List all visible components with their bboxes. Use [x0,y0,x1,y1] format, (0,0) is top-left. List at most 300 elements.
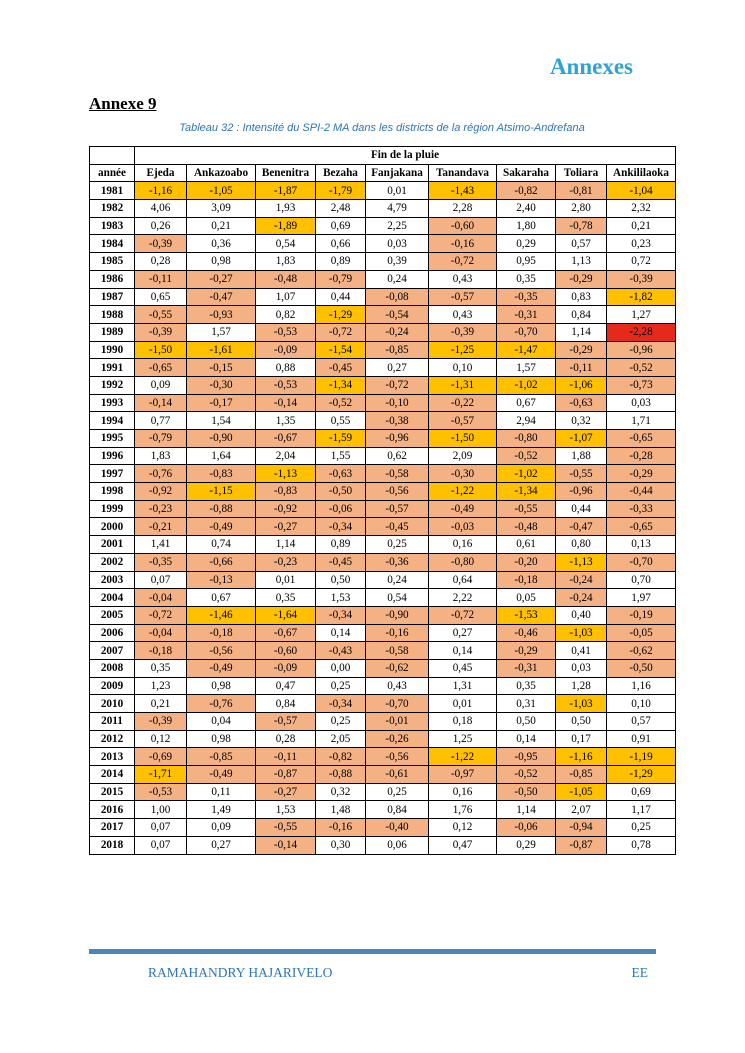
spi-value-cell: 0,43 [429,270,497,288]
spi-value-cell: 1,27 [607,306,676,324]
spi-value-cell: 0,28 [256,730,316,748]
spi-value-cell: -1,50 [429,430,497,448]
spi-value-cell: -0,34 [316,695,366,713]
spi-value-cell: -1,05 [556,783,607,801]
spi-value-cell: -0,39 [429,323,497,341]
spi-value-cell: -0,65 [135,359,187,377]
spi-value-cell: 0,16 [429,536,497,554]
spi-value-cell: -0,62 [607,642,676,660]
table-row [90,253,676,271]
spi-value-cell: -0,85 [187,748,256,766]
year-cell: 2013 [90,748,135,766]
spi-value-cell: 0,13 [607,536,676,554]
year-cell: 1988 [90,306,135,324]
table-body [90,182,676,854]
spi-value-cell: -0,23 [135,500,187,518]
spi-value-cell: -0,69 [135,748,187,766]
spi-value-cell: -1,15 [187,483,256,501]
spi-value-cell: 0,88 [256,359,316,377]
table-row [90,447,676,465]
spi-value-cell: 1,14 [556,323,607,341]
spi-value-cell: -0,57 [256,713,316,731]
spi-value-cell: -0,27 [187,270,256,288]
spi-value-cell: 0,03 [607,394,676,412]
table-group-header: Fin de la pluie [135,147,676,165]
table-row [90,748,676,766]
spi-value-cell: 1,83 [135,447,187,465]
year-cell: 1986 [90,270,135,288]
spi-value-cell: -1,79 [316,182,366,200]
spi-value-cell: 0,98 [187,253,256,271]
spi-value-cell: 0,31 [497,695,556,713]
year-cell: 2004 [90,589,135,607]
spi-value-cell: -1,89 [256,217,316,235]
table-row [90,713,676,731]
spi-value-cell: -0,29 [607,465,676,483]
table-row [90,394,676,412]
year-cell: 1981 [90,182,135,200]
spi-value-cell: -0,92 [135,483,187,501]
spi-value-cell: 0,07 [135,836,187,854]
spi-value-cell: -0,40 [366,819,429,837]
spi-value-cell: 0,69 [607,783,676,801]
spi-value-cell: 0,03 [556,659,607,677]
spi-value-cell: -0,85 [556,766,607,784]
spi-value-cell: -0,34 [316,606,366,624]
spi-value-cell: 1,14 [256,536,316,554]
year-cell: 2002 [90,553,135,571]
spi-value-cell: -0,72 [429,606,497,624]
spi-value-cell: -0,62 [366,659,429,677]
spi-value-cell: 0,77 [135,412,187,430]
spi-value-cell: -0,49 [429,500,497,518]
spi-value-cell: 0,21 [607,217,676,235]
spi-value-cell: 0,80 [556,536,607,554]
spi-value-cell: -0,39 [135,713,187,731]
table-row [90,589,676,607]
section-header-title: Annexes [549,54,633,79]
spi-value-cell: 1,88 [556,447,607,465]
spi-value-cell: 1,57 [497,359,556,377]
year-cell: 1994 [90,412,135,430]
table-row [90,571,676,589]
spi-value-cell: -0,47 [556,518,607,536]
spi-value-cell: -0,94 [556,819,607,837]
spi-value-cell: 1,07 [256,288,316,306]
spi-value-cell: -0,13 [187,571,256,589]
spi-value-cell: -0,95 [497,748,556,766]
year-cell: 1995 [90,430,135,448]
spi-value-cell: 0,47 [256,677,316,695]
table-row [90,341,676,359]
spi-value-cell: -0,49 [187,659,256,677]
spi-value-cell: -0,39 [135,323,187,341]
year-cell: 1982 [90,200,135,218]
spi-value-cell: -0,55 [556,465,607,483]
spi-value-cell: -0,10 [366,394,429,412]
spi-value-cell: -0,21 [135,518,187,536]
column-header: Tanandava [429,164,497,182]
table-row [90,695,676,713]
table-row [90,819,676,837]
year-cell: 2011 [90,713,135,731]
spi-value-cell: 0,50 [316,571,366,589]
spi-value-cell: 0,35 [497,270,556,288]
spi-value-cell: 0,84 [256,695,316,713]
year-cell: 1998 [90,483,135,501]
spi-value-cell: -0,60 [256,642,316,660]
spi-value-cell: -0,76 [135,465,187,483]
spi-value-cell: -0,43 [316,642,366,660]
table-row [90,288,676,306]
year-cell: 2007 [90,642,135,660]
table-row [90,766,676,784]
spi-value-cell: 2,09 [429,447,497,465]
spi-value-cell: -0,58 [366,465,429,483]
spi-value-cell: -0,46 [497,624,556,642]
year-cell: 1987 [90,288,135,306]
year-cell: 1992 [90,376,135,394]
year-cell: 1990 [90,341,135,359]
spi-value-cell: 0,04 [187,713,256,731]
spi-value-cell: -0,03 [429,518,497,536]
spi-value-cell: 0,35 [256,589,316,607]
spi-value-cell: -0,16 [366,624,429,642]
spi-value-cell: -0,63 [556,394,607,412]
spi-value-cell: -0,96 [607,341,676,359]
spi-value-cell: 0,43 [366,677,429,695]
spi-value-cell: -1,06 [556,376,607,394]
spi-value-cell: 0,78 [607,836,676,854]
spi-value-cell: 0,10 [607,695,676,713]
spi-value-cell: -1,04 [607,182,676,200]
spi-value-cell: 0,21 [187,217,256,235]
spi-value-cell: -0,49 [187,766,256,784]
spi-value-cell: -0,35 [497,288,556,306]
table-row [90,606,676,624]
year-cell: 2010 [90,695,135,713]
spi-value-cell: 0,44 [316,288,366,306]
spi-value-cell: -0,87 [256,766,316,784]
spi-value-cell: 0,83 [556,288,607,306]
column-header: Toliara [556,164,607,182]
spi-value-cell: 0,69 [316,217,366,235]
spi-value-cell: 0,62 [366,447,429,465]
table-row [90,376,676,394]
spi-value-cell: 2,04 [256,447,316,465]
spi-value-cell: -0,72 [429,253,497,271]
spi-value-cell: 0,65 [135,288,187,306]
spi-value-cell: -0,70 [366,695,429,713]
spi-value-cell: -0,35 [135,553,187,571]
table-row [90,430,676,448]
spi-value-cell: -1,87 [256,182,316,200]
spi-value-cell: -0,67 [256,430,316,448]
spi-value-cell: -0,48 [256,270,316,288]
spi-value-cell: 0,14 [429,642,497,660]
spi-value-cell: -0,65 [607,518,676,536]
spi-value-cell: -0,38 [366,412,429,430]
spi-value-cell: -1,34 [316,376,366,394]
spi-value-cell: -0,52 [316,394,366,412]
spi-value-cell: -0,57 [429,412,497,430]
spi-value-cell: 1,80 [497,217,556,235]
spi-value-cell: -0,53 [256,323,316,341]
spi-value-cell: 2,40 [497,200,556,218]
spi-value-cell: 0,95 [497,253,556,271]
spi-value-cell: -0,57 [429,288,497,306]
spi-value-cell: 0,25 [607,819,676,837]
table-row [90,270,676,288]
spi-value-cell: 0,72 [607,253,676,271]
spi-value-cell: 0,10 [429,359,497,377]
year-cell: 2012 [90,730,135,748]
spi-value-cell: -0,50 [497,783,556,801]
spi-value-cell: 0,89 [316,253,366,271]
spi-value-cell: -0,24 [366,323,429,341]
spi-value-cell: 0,25 [316,713,366,731]
spi-value-cell: -0,23 [256,553,316,571]
table-row [90,500,676,518]
spi-value-cell: -0,17 [187,394,256,412]
spi-value-cell: -0,52 [497,447,556,465]
year-cell: 1989 [90,323,135,341]
spi-value-cell: -0,48 [497,518,556,536]
spi-value-cell: -0,93 [187,306,256,324]
spi-value-cell: -0,54 [366,306,429,324]
year-cell: 2008 [90,659,135,677]
spi-value-cell: 0,29 [497,235,556,253]
spi-value-cell: 0,09 [135,376,187,394]
spi-value-cell: 0,35 [497,677,556,695]
year-cell: 1999 [90,500,135,518]
table-row [90,730,676,748]
spi-value-cell: 0,70 [607,571,676,589]
spi-value-cell: -0,55 [135,306,187,324]
spi-value-cell: -0,45 [316,553,366,571]
spi-value-cell: 0,25 [366,783,429,801]
spi-value-cell: 1,41 [135,536,187,554]
spi-value-cell: 0,14 [497,730,556,748]
spi-value-cell: -1,54 [316,341,366,359]
spi-value-cell: -0,73 [607,376,676,394]
footer-author: RAMAHANDRY HAJARIVELO [148,965,333,980]
spi-value-cell: 0,30 [316,836,366,854]
spi-value-cell: -0,39 [607,270,676,288]
table-row [90,182,676,200]
spi-value-cell: 1,28 [556,677,607,695]
spi-value-cell: -0,79 [316,270,366,288]
spi-value-cell: 3,09 [187,200,256,218]
spi-value-cell: -0,27 [256,783,316,801]
spi-value-cell: -0,33 [607,500,676,518]
spi-value-cell: 0,01 [429,695,497,713]
spi-value-cell: -1,25 [429,341,497,359]
spi-value-cell: -1,03 [556,624,607,642]
spi-value-cell: 0,14 [316,624,366,642]
column-header: Ankazoabo [187,164,256,182]
spi-value-cell: -0,11 [135,270,187,288]
spi-value-cell: -0,60 [429,217,497,235]
spi-value-cell: 2,80 [556,200,607,218]
spi-value-cell: -1,16 [135,182,187,200]
column-header: Ejeda [135,164,187,182]
spi-value-cell: -1,02 [497,376,556,394]
spi-value-cell: 0,40 [556,606,607,624]
spi-value-cell: -0,52 [607,359,676,377]
table-row [90,836,676,854]
year-cell: 1993 [90,394,135,412]
spi-value-cell: -0,72 [366,376,429,394]
spi-value-cell: 0,98 [187,730,256,748]
spi-value-cell: 0,64 [429,571,497,589]
spi-value-cell: 0,05 [497,589,556,607]
spi-value-cell: 0,41 [556,642,607,660]
spi-value-cell: 0,03 [366,235,429,253]
spi-value-cell: 0,06 [366,836,429,854]
spi-value-cell: -0,50 [607,659,676,677]
spi-value-cell: -0,14 [256,836,316,854]
spi-value-cell: 0,39 [366,253,429,271]
spi-value-cell: 0,45 [429,659,497,677]
spi-value-cell: -0,56 [187,642,256,660]
table-row [90,306,676,324]
spi-value-cell: 0,12 [429,819,497,837]
year-cell: 2001 [90,536,135,554]
table-row [90,217,676,235]
spi-value-cell: -1,71 [135,766,187,784]
spi-value-cell: -0,56 [366,483,429,501]
spi-value-cell: -0,09 [256,341,316,359]
spi-value-cell: -0,09 [256,659,316,677]
spi-value-cell: -0,05 [607,624,676,642]
spi-value-cell: -0,16 [316,819,366,837]
year-cell: 2000 [90,518,135,536]
table-row [90,465,676,483]
table-row [90,536,676,554]
spi-value-cell: -0,88 [316,766,366,784]
column-header: Bezaha [316,164,366,182]
spi-value-cell: 1,16 [607,677,676,695]
spi-value-cell: -1,02 [497,465,556,483]
spi-value-cell: -0,11 [556,359,607,377]
spi-value-cell: -0,31 [497,306,556,324]
table-row [90,412,676,430]
spi-value-cell: -1,05 [187,182,256,200]
spi-value-cell: -0,18 [497,571,556,589]
spi-value-cell: -0,22 [429,394,497,412]
footer-right-label: EE [631,965,648,980]
spi-value-cell: 0,43 [429,306,497,324]
spi-value-cell: -0,82 [316,748,366,766]
spi-value-cell: -1,31 [429,376,497,394]
spi-value-cell: -0,52 [497,766,556,784]
spi-value-cell: 0,28 [135,253,187,271]
spi-value-cell: -0,83 [256,483,316,501]
spi-value-cell: -0,63 [316,465,366,483]
spi-value-cell: -0,36 [366,553,429,571]
year-cell: 1991 [90,359,135,377]
spi-value-cell: -1,82 [607,288,676,306]
spi-value-cell: 0,27 [429,624,497,642]
spi-value-cell: -0,06 [497,819,556,837]
spi-value-cell: -0,80 [429,553,497,571]
spi-value-cell: 1,35 [256,412,316,430]
spi-value-cell: 0,01 [256,571,316,589]
spi-value-cell: 0,26 [135,217,187,235]
spi-value-cell: 0,32 [556,412,607,430]
spi-value-cell: 0,29 [497,836,556,854]
table-row [90,783,676,801]
spi-value-cell: 0,66 [316,235,366,253]
year-cell: 1985 [90,253,135,271]
spi-value-cell: -0,20 [497,553,556,571]
spi-value-cell: -1,19 [607,748,676,766]
year-cell: 2006 [90,624,135,642]
footer-divider [89,949,656,954]
spi-value-cell: 0,35 [135,659,187,677]
spi-value-cell: -0,82 [497,182,556,200]
spi-value-cell: -0,53 [256,376,316,394]
spi-value-cell: -0,28 [607,447,676,465]
spi-value-cell: -0,11 [256,748,316,766]
spi-value-cell: 0,27 [366,359,429,377]
spi-value-cell: 0,57 [556,235,607,253]
spi-value-cell: -0,90 [187,430,256,448]
spi-value-cell: 0,55 [316,412,366,430]
spi-value-cell: -1,61 [187,341,256,359]
spi-value-cell: -1,47 [497,341,556,359]
spi-value-cell: -1,64 [256,606,316,624]
spi-value-cell: -0,97 [429,766,497,784]
spi-value-cell: -1,29 [316,306,366,324]
column-header: année [90,164,135,182]
spi-value-cell: 1,76 [429,801,497,819]
spi-value-cell: 0,84 [366,801,429,819]
spi-value-cell: -0,14 [256,394,316,412]
table-row [90,659,676,677]
spi-value-cell: -0,67 [256,624,316,642]
spi-value-cell: -1,03 [556,695,607,713]
spi-value-cell: 0,25 [366,536,429,554]
spi-value-cell: -2,28 [607,323,676,341]
spi-value-cell: -1,22 [429,748,497,766]
spi-value-cell: -0,79 [135,430,187,448]
spi-value-cell: 0,74 [187,536,256,554]
spi-value-cell: 0,18 [429,713,497,731]
spi-value-cell: -0,58 [366,642,429,660]
year-cell: 2003 [90,571,135,589]
column-header: Ankililaoka [607,164,676,182]
spi-value-cell: 0,01 [366,182,429,200]
spi-value-cell: 0,16 [429,783,497,801]
spi-value-cell: 0,36 [187,235,256,253]
year-cell: 1996 [90,447,135,465]
spi-value-cell: 1,53 [316,589,366,607]
spi-value-cell: 1,71 [607,412,676,430]
spi-value-cell: 1,53 [256,801,316,819]
spi-value-cell: 0,67 [497,394,556,412]
spi-value-cell: 0,09 [187,819,256,837]
spi-value-cell: 0,67 [187,589,256,607]
spi-value-cell: -0,39 [135,235,187,253]
spi-value-cell: -0,96 [556,483,607,501]
spi-value-cell: -0,88 [187,500,256,518]
spi-value-cell: 0,84 [556,306,607,324]
spi-value-cell: -0,87 [556,836,607,854]
year-cell: 2015 [90,783,135,801]
spi-value-cell: 0,50 [556,713,607,731]
